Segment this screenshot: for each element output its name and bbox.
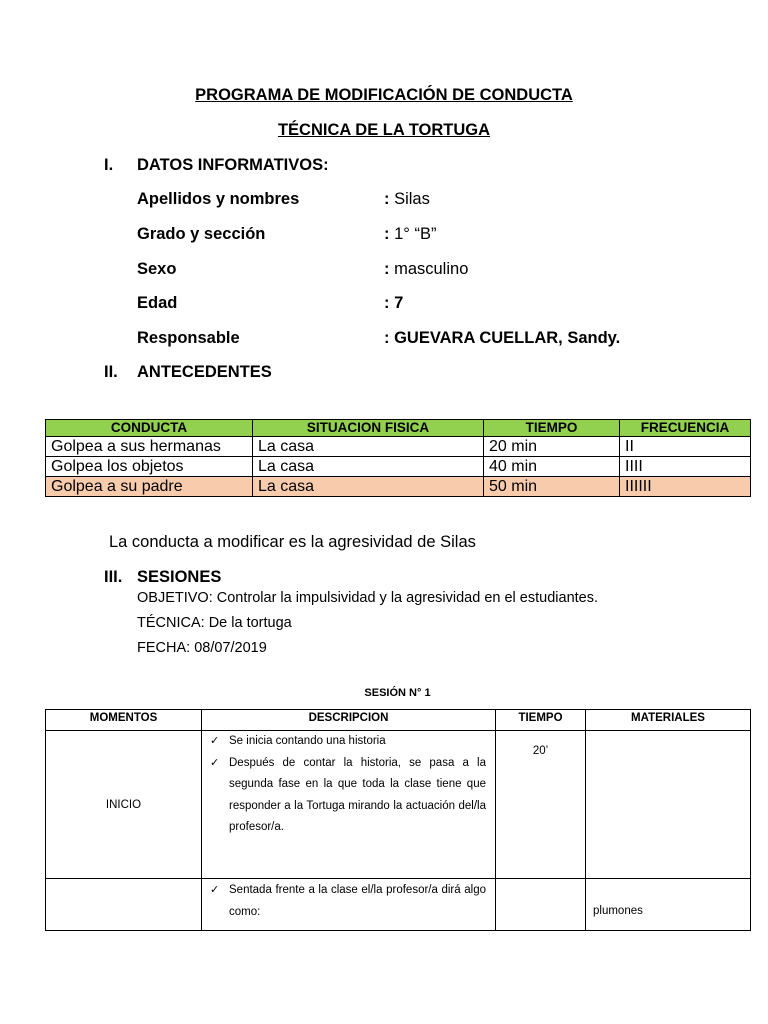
header-situacion: SITUACION FISICA [253,420,484,437]
section-3-heading: SESIONES [137,568,222,586]
field-value-name [384,190,430,209]
checkmark-icon: ✓ [210,735,220,747]
table-cell: 20 min [484,437,620,457]
field-text: GUEVARA CUELLAR, Sandy. [389,329,621,347]
tiempo-cell [496,879,586,931]
document-title: PROGRAMA DE MODIFICACIÓN DE CONDUCTA [195,86,573,104]
table-cell: La casa [253,457,484,477]
field-label-sex: Sexo [137,260,177,278]
table-header-row [46,420,751,437]
field-value-responsible [384,329,620,348]
list-item [203,753,494,839]
field-colon: : [384,294,390,312]
session-title: SESIÓN N° 1 [364,687,431,699]
table-cell: 50 min [484,477,620,497]
date-text: FECHA: 08/07/2019 [137,640,267,656]
section-1-numeral: I. [104,156,114,174]
checkmark-icon: ✓ [210,756,220,769]
table-row-highlighted [46,477,751,497]
section-1-heading: DATOS INFORMATIVOS: [137,156,329,174]
table-cell: La casa [253,437,484,457]
field-text: 1° “B” [389,225,437,243]
section-3-numeral: III. [104,568,123,586]
table-cell: Golpea a su padre [46,477,253,497]
table-cell: II [620,437,751,457]
momento-cell: INICIO [46,731,202,879]
field-label-name: Apellidos y nombres [137,190,300,208]
field-value-age [384,294,403,313]
field-colon: : [384,260,390,278]
table-row [46,731,751,879]
field-label-grade: Grado y sección [137,225,266,243]
field-label-responsible: Responsable [137,329,240,347]
field-colon: : [384,329,390,347]
list-item [203,880,494,923]
table-header-row [46,710,751,731]
field-text: Silas [389,190,430,208]
field-value-grade [384,225,436,244]
session-table [45,709,751,931]
momento-cell [46,879,202,931]
conclusion-text: La conducta a modificar es la agresividad de Silas [109,533,476,551]
table-row [46,879,751,931]
section-2-heading: ANTECEDENTES [137,363,272,381]
table-cell: La casa [253,477,484,497]
header-tiempo: TIEMPO [484,420,620,437]
table-cell: Golpea los objetos [46,457,253,477]
document-subtitle: TÉCNICA DE LA TORTUGA [277,121,491,139]
table-row [46,437,751,457]
list-item [203,731,494,753]
header-descripcion: DESCRIPCION [202,710,496,731]
antecedents-table [45,419,751,497]
field-colon: : [384,225,390,243]
table-row [46,457,751,477]
field-colon: : [384,190,390,208]
table-cell: Golpea a sus hermanas [46,437,253,457]
field-value-sex [384,260,468,279]
technique-text: TÉCNICA: De la tortuga [137,615,292,631]
description-cell [202,879,496,931]
header-momentos: MOMENTOS [46,710,202,731]
field-label-age: Edad [137,294,178,312]
checkmark-icon: ✓ [210,884,220,896]
list-item-text: Se inicia contando una historia [229,735,386,747]
header-conducta: CONDUCTA [46,420,253,437]
list-item-text: Sentada frente a la clase el/la profesor/a dirá algo como: [229,884,486,918]
header-frecuencia: FRECUENCIA [620,420,751,437]
table-cell: IIIIII [620,477,751,497]
materiales-cell: plumones [586,879,751,931]
section-2-numeral: II. [104,363,118,381]
description-cell [202,731,496,879]
list-item-text: Después de contar la historia, se pasa a la segunda fase en la que toda la clase tiene que responder a la Tortuga mirando la actuación del/la profesor/a. [229,756,486,833]
tiempo-cell: 20’ [496,731,586,879]
field-text: 7 [389,294,404,312]
materiales-cell [586,731,751,879]
objective-text: OBJETIVO: Controlar la impulsividad y la agresividad en el estudiantes. [137,590,598,606]
header-tiempo: TIEMPO [496,710,586,731]
table-cell: IIII [620,457,751,477]
field-text: masculino [389,260,469,278]
header-materiales: MATERIALES [586,710,751,731]
table-cell: 40 min [484,457,620,477]
